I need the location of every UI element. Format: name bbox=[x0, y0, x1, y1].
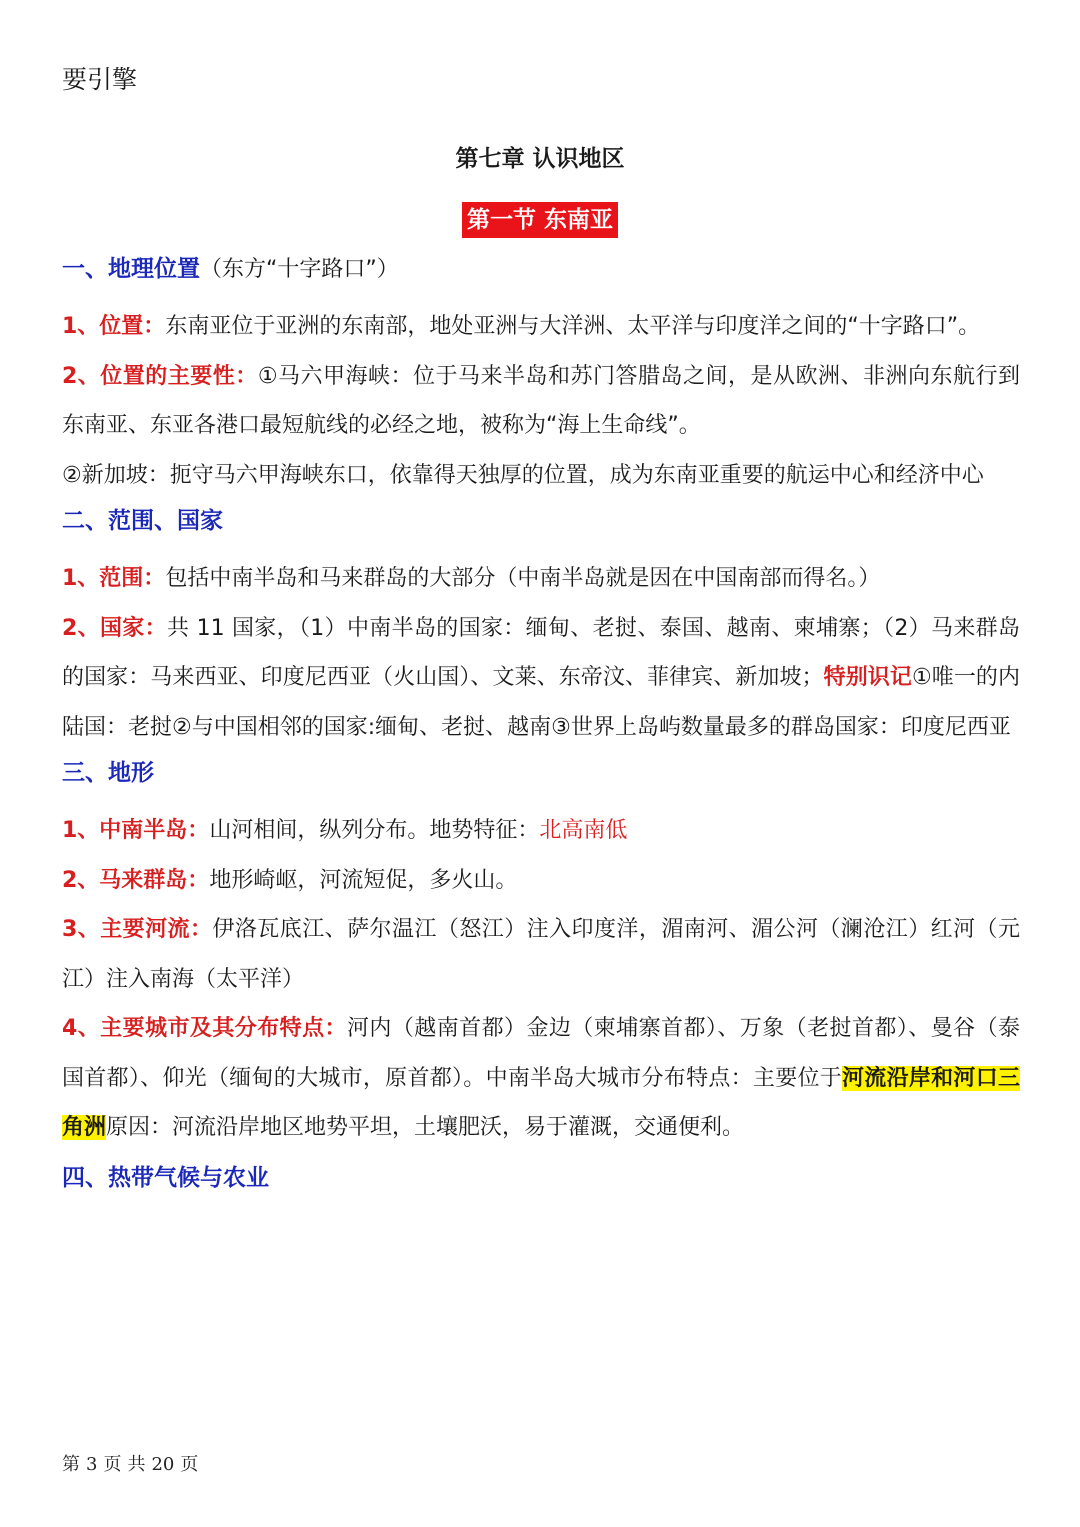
paragraph-malay-archipelago bbox=[62, 856, 1020, 906]
heading-subtitle: （东方“十字路口”） bbox=[200, 257, 399, 282]
label-malay-archipelago: 2、马来群岛： bbox=[62, 867, 210, 893]
text-scope: 包括中南半岛和马来群岛的大部分（中南半岛就是因在中国南部而得名。） bbox=[165, 566, 881, 591]
top-fragment-text: 要引擎 bbox=[62, 65, 138, 94]
text-indochina: 山河相间，纵列分布。地势特征： bbox=[209, 818, 540, 843]
text-malay-archipelago: 地形崎岖，河流短促，多火山。 bbox=[209, 867, 518, 893]
paragraph-location bbox=[62, 302, 1020, 352]
text-special-note: ①唯一的内陆国：老挝②与中国相邻的国家:缅甸、老挝、越南③世界上岛屿数量最多的群岛国家：印度尼西亚 bbox=[62, 665, 1020, 740]
label-rivers: 3、主要河流： bbox=[62, 917, 213, 942]
heading-tropical-climate: 四、热带气候与农业 bbox=[62, 1163, 269, 1191]
section-title-wrap bbox=[0, 202, 1080, 238]
footer-word-gong: 共 bbox=[127, 1454, 146, 1475]
footer-total-pages: 20 bbox=[151, 1454, 175, 1475]
label-importance: 2、位置的主要性： bbox=[62, 363, 258, 389]
text-cities-reason: 原因：河流沿岸地区地势平坦，土壤肥沃，易于灌溉，交通便利。 bbox=[106, 1115, 745, 1140]
paragraph-importance bbox=[62, 352, 1020, 451]
paragraph-scope bbox=[62, 554, 1020, 604]
label-special-note: 特别识记 bbox=[823, 665, 912, 690]
text-singapore: ②新加坡：扼守马六甲海峡东口，依靠得天独厚的位置，成为东南亚重要的航运中心和经济中心 bbox=[62, 462, 984, 488]
heading-scope-countries: 二、范围、国家 bbox=[62, 507, 223, 534]
paragraph-rivers bbox=[62, 905, 1020, 1004]
paragraph-singapore bbox=[62, 451, 1020, 501]
highlight-river-delta: 河流沿岸和河口三角洲 bbox=[62, 1065, 1020, 1140]
footer-word-di: 第 bbox=[62, 1454, 80, 1475]
section-title: 第一节 东南亚 bbox=[462, 202, 618, 238]
paragraph-indochina bbox=[62, 806, 1020, 856]
content-body bbox=[62, 248, 1020, 1211]
heading-terrain: 三、地形 bbox=[62, 759, 154, 786]
text-location: 东南亚位于亚洲的东南部，地处亚洲与大洋洲、太平洋与印度洋之间的“十字路口”。 bbox=[165, 314, 981, 339]
footer-word-ye: 页 bbox=[103, 1454, 122, 1475]
paragraph-cities bbox=[62, 1004, 1020, 1153]
label-location: 1、位置： bbox=[62, 314, 166, 339]
paragraph-countries bbox=[62, 604, 1020, 753]
footer-word-ye2: 页 bbox=[180, 1454, 199, 1475]
text-rivers: 伊洛瓦底江、萨尔温江（怒江）注入印度洋，湄南河、湄公河（澜沧江）红河（元江）注入南海（太平洋） bbox=[62, 917, 1020, 992]
chapter-title: 第七章 认识地区 bbox=[455, 146, 625, 172]
heading-geographic-location bbox=[62, 248, 1020, 290]
label-indochina: 1、中南半岛： bbox=[62, 818, 210, 843]
page-footer bbox=[62, 1450, 204, 1476]
label-countries: 2、国家： bbox=[62, 615, 167, 641]
footer-page-number: 3 bbox=[86, 1454, 98, 1475]
label-scope: 1、范围： bbox=[62, 566, 166, 591]
text-terrain-trend: 北高南低 bbox=[539, 818, 628, 843]
heading-text: 一、地理位置 bbox=[62, 255, 200, 282]
text-countries: 共 11 国家，（1）中南半岛的国家：缅甸、老挝、泰国、越南、柬埔寨；（2）马来群岛的国家：马来西亚、印度尼西亚（火山国）、文莱、东帝汶、菲律宾、新加坡； bbox=[62, 615, 1020, 690]
text-cities: 河内（越南首都）金边（柬埔寨首都）、万象（老挝首都）、曼谷（泰国首都）、仰光（缅甸的大城市，原首都）。中南半岛大城市分布特点：主要位于 bbox=[62, 1016, 1020, 1091]
label-cities: 4、主要城市及其分布特点： bbox=[62, 1016, 347, 1041]
text-importance: ①马六甲海峡：位于马来半岛和苏门答腊岛之间，是从欧洲、非洲向东航行到东南亚、东亚各港口最短航线的必经之地，被称为“海上生命线”。 bbox=[62, 363, 1021, 438]
